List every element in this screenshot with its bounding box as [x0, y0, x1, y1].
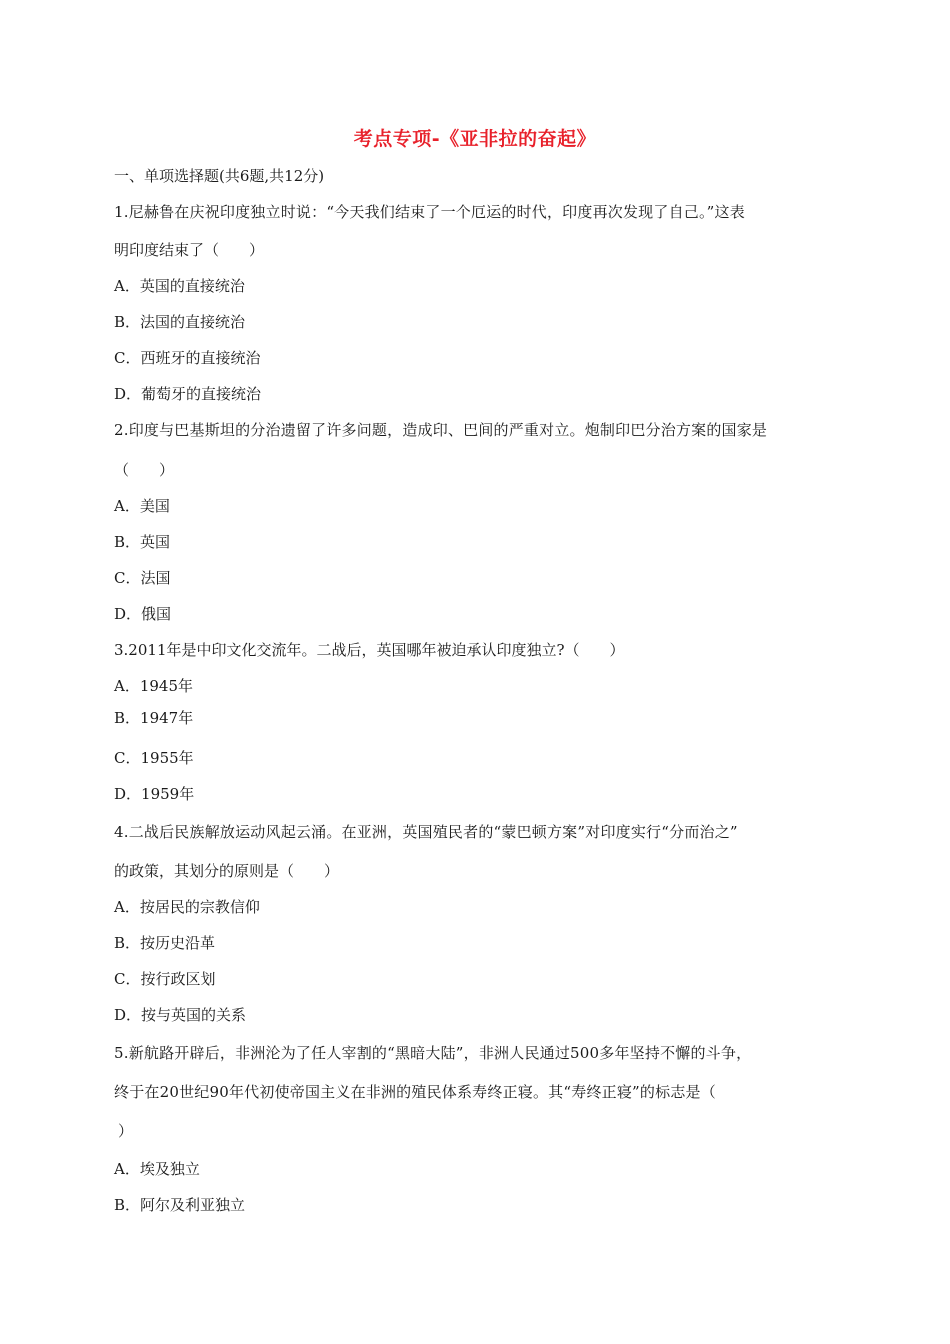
question-2-option-d: D．俄国	[114, 605, 172, 623]
question-2-stem-line-1: 2.印度与巴基斯坦的分治遗留了许多问题，造成印、巴间的严重对立。炮制印巴分治方案的国家是	[114, 421, 768, 439]
question-5-option-a: A．埃及独立	[114, 1160, 200, 1178]
question-1-option-a: A．英国的直接统治	[114, 277, 245, 295]
question-4-option-a: A．按居民的宗教信仰	[114, 898, 260, 916]
question-5-option-b: B．阿尔及利亚独立	[114, 1196, 246, 1214]
question-4-stem-line-1: 4.二战后民族解放运动风起云涌。在亚洲，英国殖民者的“蒙巴顿方案”对印度实行“分而治之”	[114, 823, 738, 841]
question-4-option-d: D．按与英国的关系	[114, 1006, 247, 1024]
question-1-stem-line-1: 1.尼赫鲁在庆祝印度独立时说：“今天我们结束了一个厄运的时代，印度再次发现了自己。”这表	[114, 203, 745, 221]
question-1-stem-line-2: 明印度结束了（ ）	[114, 241, 265, 259]
question-2-option-b: B．英国	[114, 533, 171, 551]
question-4-option-b: B．按历史沿革	[114, 934, 216, 952]
question-3-option-c: C．1955年	[114, 749, 194, 767]
question-2-stem-line-2: （ ）	[114, 461, 175, 479]
section-header: 一、单项选择题(共6题,共12分)	[114, 167, 325, 185]
question-5-stem-line-2: 终于在20世纪90年代初使帝国主义在非洲的殖民体系寿终正寝。其“寿终正寝”的标志是（	[114, 1083, 716, 1101]
question-5-stem-line-3: ）	[118, 1122, 134, 1140]
question-1-option-c: C．西班牙的直接统治	[114, 349, 261, 367]
question-1-option-b: B．法国的直接统治	[114, 313, 246, 331]
question-3-option-a: A．1945年	[114, 677, 194, 695]
question-3-stem-line-1: 3.2011年是中印文化交流年。二战后，英国哪年被迫承认印度独立?（ ）	[114, 641, 625, 659]
question-3-option-b: B．1947年	[114, 709, 194, 727]
question-2-option-a: A．美国	[114, 497, 170, 515]
question-4-stem-line-2: 的政策，其划分的原则是（ ）	[114, 862, 340, 880]
question-4-option-c: C．按行政区划	[114, 970, 216, 988]
question-3-option-d: D．1959年	[114, 785, 195, 803]
question-1-option-d: D．葡萄牙的直接统治	[114, 385, 262, 403]
question-2-option-c: C．法国	[114, 569, 171, 587]
document-title: 考点专项-《亚非拉的奋起》	[353, 128, 597, 150]
question-5-stem-line-1: 5.新航路开辟后，非洲沦为了任人宰割的“黑暗大陆”，非洲人民通过500多年坚持不懈的斗争，	[114, 1044, 752, 1062]
